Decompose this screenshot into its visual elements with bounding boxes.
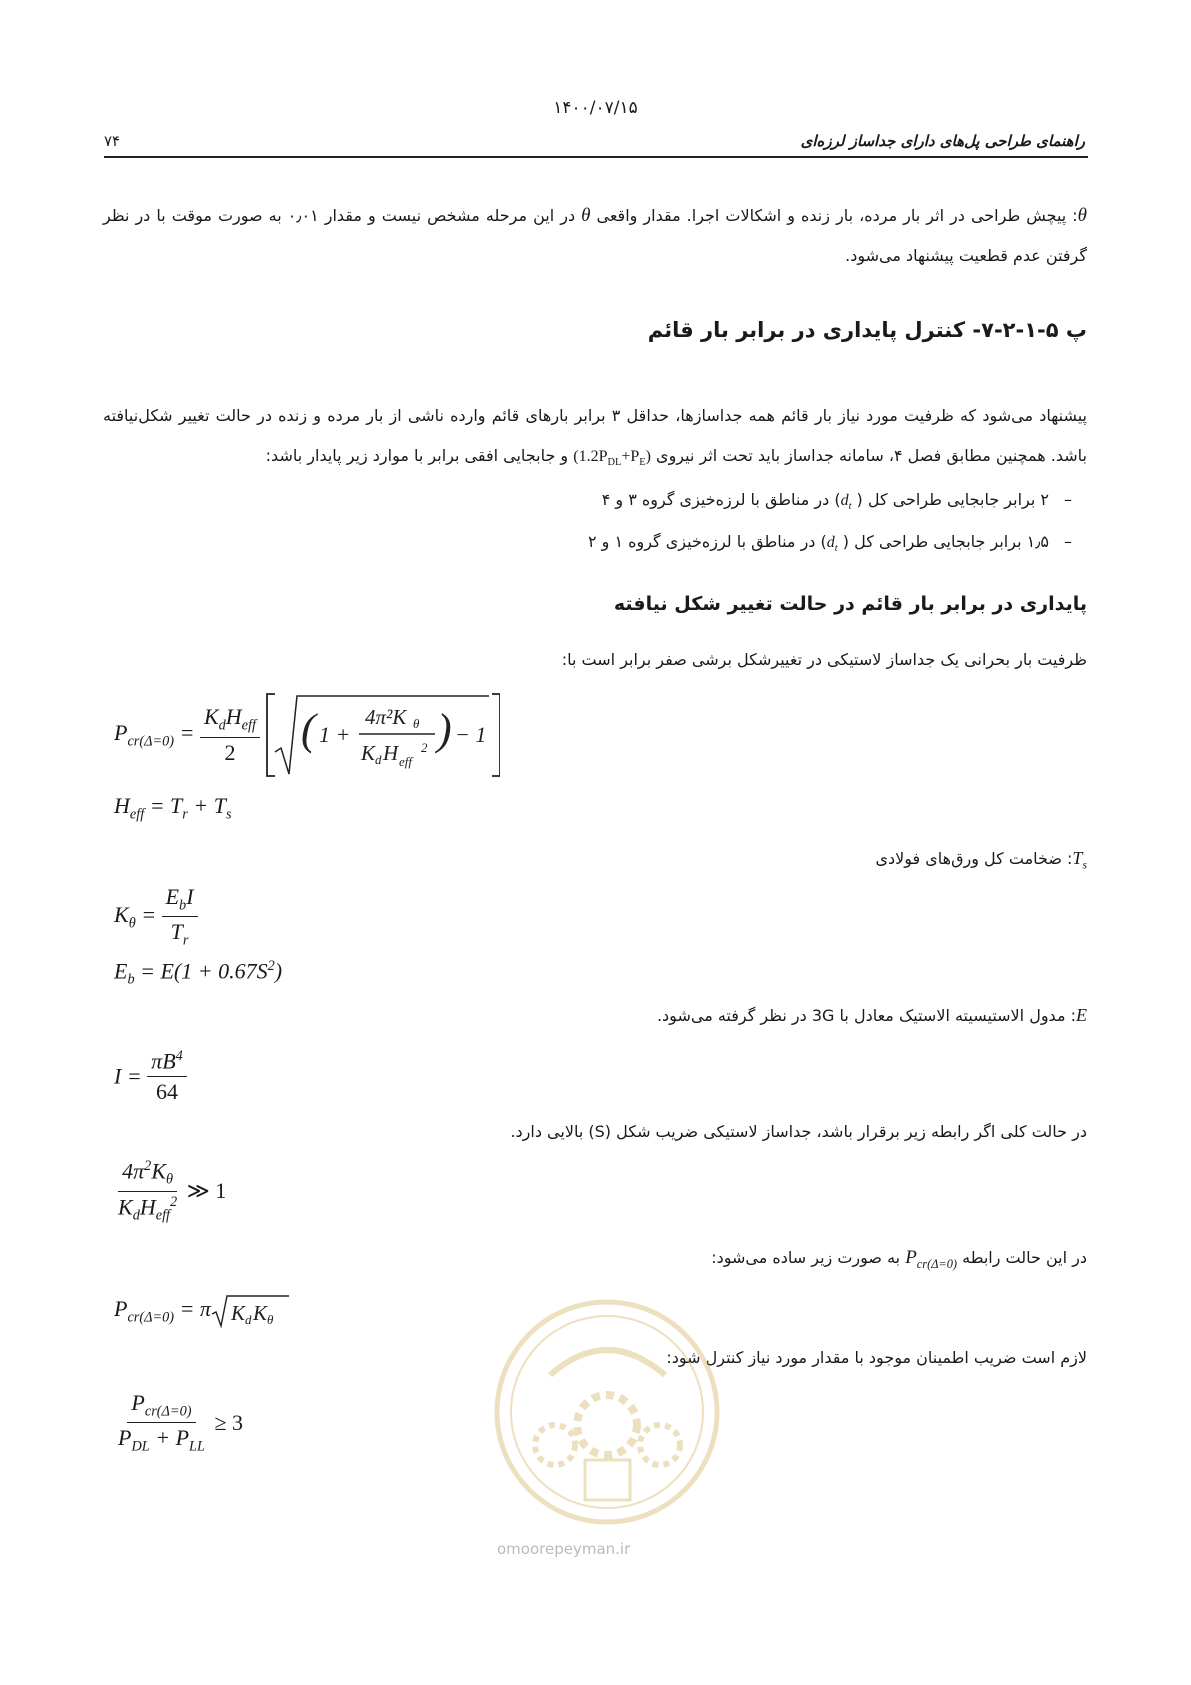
safety-paragraph: لازم است ضریب اطمینان موجود با مقدار مورد نیاز کنترل شود:	[666, 1348, 1087, 1367]
svg-text:d: d	[244, 1312, 252, 1327]
svg-text:1 +: 1 +	[319, 722, 351, 747]
e-definition	[103, 995, 1087, 1036]
equation-ktheta: $K_\theta$ = $\frac{E_bI}{T_r}$	[114, 884, 198, 950]
theta-text-1: : پیچش طراحی در اثر بار مرده، بار زنده و اشکالات اجرا. مقدار واقعی	[590, 206, 1078, 225]
equation-pcr: $P_{cr(\Delta=0)}$ = $\frac{K_dH_{eff}}{2}$ ( 1 + 4π²K θ K d H eff 2 ) − 1	[114, 692, 500, 778]
ts-text: : ضخامت کل ورق‌های فولادی	[875, 849, 1073, 868]
theta-text-2: در این مرحله مشخص نیست و مقدار ۰٫۰۱ به صورت موقت با در نظر گرفتن عدم قطعیت پیشنهاد می‌شود.	[103, 206, 1087, 265]
bullet-text-1: ۲ برابر جابجایی طراحی کل (	[851, 490, 1049, 509]
section-heading: پ ۵-۱-۲-۷- کنترل پایداری در برابر بار قائم	[647, 318, 1087, 342]
bullet-text-2: ) در مناطق با لرزه‌خیزی گروه ۳ و ۴	[601, 490, 841, 509]
svg-text:θ: θ	[413, 716, 420, 731]
svg-text:eff: eff	[399, 754, 413, 769]
equation-safety: $\frac{P_{cr(\Delta=0)}}{P_{DL} + P_{LL}}$ ≥ 3	[118, 1390, 244, 1455]
theta-symbol-inline: θ	[581, 205, 591, 226]
sqrt-symbol	[211, 1294, 289, 1328]
svg-text:4π²K: 4π²K	[365, 705, 407, 729]
theta-symbol: θ	[1077, 205, 1087, 226]
equation-eb: $E_b = E(1 + 0.67S^2)$	[114, 958, 283, 988]
ts-symbol: $T_s$	[1072, 848, 1087, 872]
header-rule	[104, 156, 1088, 158]
watermark-url: omoorepeyman.ir	[497, 1540, 631, 1558]
header-title: راهنمای طراحی پل‌های دارای جداساز لرزه‌ای	[800, 132, 1085, 150]
svg-text:− 1: − 1	[455, 722, 487, 747]
simplify-text-1: در این حالت رابطه	[957, 1248, 1087, 1267]
svg-text:K: K	[361, 741, 376, 765]
critical-load-paragraph: ظرفیت بار بحرانی یک جداساز لاستیکی در تغییرشکل برشی صفر برابر است با:	[561, 650, 1087, 669]
svg-text:H: H	[383, 741, 399, 765]
force-expression: $(1.2P_{DL}+P_E)$	[573, 448, 651, 469]
list-item	[588, 532, 1087, 554]
watermark-seal-icon	[490, 1295, 725, 1530]
general-paragraph: در حالت کلی اگر رابطه زیر برقرار باشد، جداساز لاستیکی ضریب شکل (S) بالایی دارد.	[510, 1122, 1087, 1141]
bullet-var: $d_t$	[826, 534, 838, 555]
svg-text:(: (	[301, 705, 317, 754]
svg-text:d: d	[375, 752, 382, 767]
e-text: : مدول الاستیسیته الاستیک معادل با 3G در نظر گرفته می‌شود.	[656, 1006, 1076, 1025]
theta-paragraph	[103, 196, 1087, 276]
svg-text:θ: θ	[266, 1312, 274, 1327]
bracket-sqrt	[265, 692, 500, 778]
intro-text-1: پیشنهاد می‌شود که ظرفیت مورد نیاز بار قائم همه جداسازها، حداقل ۳ برابر بارهای قائم وارده ناشی از بار مرده و زنده در حالت تغییر شکل‌نیافته باشد. همچنین مطابق فصل ۴، سامانه جداساز باید تحت اثر نیروی	[103, 406, 1087, 465]
ts-definition	[103, 838, 1087, 886]
subheading: پایداری در برابر بار قائم در حالت تغییر شکل نیافته	[613, 593, 1087, 615]
equation-pcr-simplified: $P_{cr(\Delta=0)} = \pi$ K d K θ	[114, 1294, 289, 1328]
svg-text:): )	[437, 705, 453, 754]
page-number: ۷۴	[104, 132, 121, 150]
header-date: ۱۴۰۰/۰۷/۱۵	[553, 98, 638, 118]
bullet-dash: –	[1064, 490, 1072, 509]
list-item	[602, 490, 1087, 512]
intro-text-2: و جابجایی افقی برابر با موارد زیر پایدار باشد:	[265, 446, 574, 465]
bullet-var: $d_t$	[840, 492, 852, 513]
intro-paragraph	[103, 396, 1087, 483]
simplify-paragraph	[103, 1238, 1087, 1284]
e-symbol: E	[1076, 1005, 1087, 1025]
equation-condition: $\frac{4\pi^2K_\theta}{K_dH_{eff}^2}$ ≫ 1	[118, 1158, 227, 1224]
bullet-text-1: ۱٫۵ برابر جابجایی طراحی کل (	[837, 532, 1049, 551]
pcr-symbol: $P_{cr(\Delta=0)}$	[905, 1247, 958, 1271]
svg-text:K: K	[230, 1301, 245, 1325]
simplify-text-2: به صورت زیر ساده می‌شود:	[711, 1248, 906, 1267]
equation-inertia: I = $\frac{\pi B^4}{64}$	[114, 1048, 187, 1105]
equation-heff: $H_{eff} = T_r + T_s$	[114, 793, 232, 823]
svg-text:K: K	[252, 1301, 267, 1325]
bullet-dash: –	[1064, 532, 1072, 551]
svg-text:2: 2	[421, 740, 428, 755]
bullet-text-2: ) در مناطق با لرزه‌خیزی گروه ۱ و ۲	[587, 532, 827, 551]
